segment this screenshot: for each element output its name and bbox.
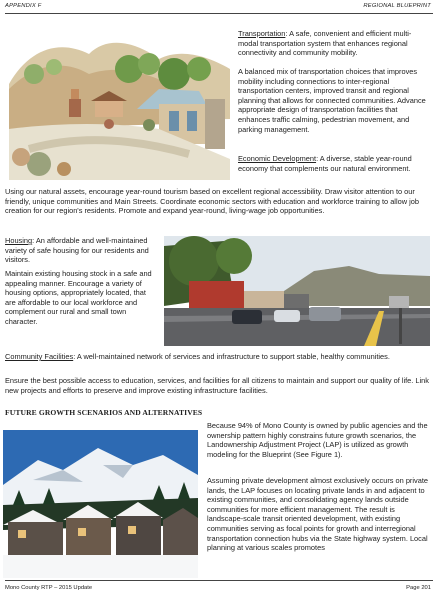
streetscape-illustration bbox=[9, 29, 230, 180]
housing-intro-text: : An affordable and well-maintained variety of safe housing for our residents and visitors. bbox=[5, 236, 149, 265]
community-intro bbox=[5, 352, 433, 362]
header-rule bbox=[5, 13, 433, 14]
transportation-intro-text: : A safe, convenient and efficient multi-modal transportation system that enhances regional connectivity and community mobility. bbox=[238, 29, 412, 58]
future-growth-paragraph-2: Assuming private development almost exclusively occurs on private lands, the LAP focuses on locating private lands in and adjacent to existing communities, and consolidating agency lands outside communities for more efficient management. The result is landscape-scale transit oriented development, with existing communities serving as focal points for growth and interregional transportation connection hubs via the State highway system. Local planning at various scales promotes bbox=[207, 476, 428, 553]
economic-intro bbox=[238, 154, 430, 173]
future-growth-paragraph-1: Because 94% of Mono County is owned by public agencies and the ownership pattern highly constrains future growth scenarios, the Landownership Adjustment Project (LAP) is utilized as growth modeling for the Blueprint (See Figure 1). bbox=[207, 421, 428, 459]
future-growth-heading: FUTURE GROWTH SCENARIOS AND ALTERNATIVES bbox=[5, 408, 203, 417]
transportation-paragraph: A balanced mix of transportation choices that improves mobility including connections to inter-regional transportation centers, improved transit and regional planning that allows for connected communities. Advance appropriate design of transportation facilities that enhances traffic calming, pedestrian movement, and parking management. bbox=[238, 67, 426, 134]
header-left: APPENDIX F bbox=[5, 3, 42, 9]
economic-intro-text: : A diverse, stable year-round economy that complements our natural environment. bbox=[238, 154, 412, 173]
winter-housing-photo bbox=[3, 430, 198, 578]
header-right: REGIONAL BLUEPRINT bbox=[363, 3, 431, 9]
housing-heading: Housing bbox=[5, 236, 33, 245]
footer-rule bbox=[5, 580, 433, 581]
community-paragraph: Ensure the best possible access to education, services, and facilities for all citizens to maintain and support our quality of life. Link new projects and efforts to preserve and improve existing infrastructure facilities. bbox=[5, 376, 429, 395]
housing-intro bbox=[5, 236, 158, 265]
footer-left: Mono County RTP – 2015 Update bbox=[5, 585, 93, 591]
economic-heading: Economic Development bbox=[238, 154, 317, 163]
community-intro-text: : A well-maintained network of services and infrastructure to support stable, healthy communities. bbox=[73, 352, 390, 361]
economic-paragraph: Using our natural assets, encourage year-round tourism based on excellent regional accessibility. Draw visitor attention to our friendly, unique communities and Main Streets. Coordinate economic sectors with education and workforce training to allow job creation for our region's residents. Promote and expand year-round, living-wage job opportunities. bbox=[5, 187, 419, 216]
housing-paragraph: Maintain existing housing stock in a safe and appealing manner. Encourage a variety of housing options, appropriately located, that are affordable to our local workforce and complement our rural and small town character. bbox=[5, 269, 152, 326]
page-number: Page 201 bbox=[406, 585, 431, 591]
main-street-photo bbox=[164, 236, 430, 346]
transportation-intro bbox=[238, 29, 430, 58]
community-heading: Community Facilities bbox=[5, 352, 74, 361]
transportation-heading: Transportation bbox=[238, 29, 286, 38]
